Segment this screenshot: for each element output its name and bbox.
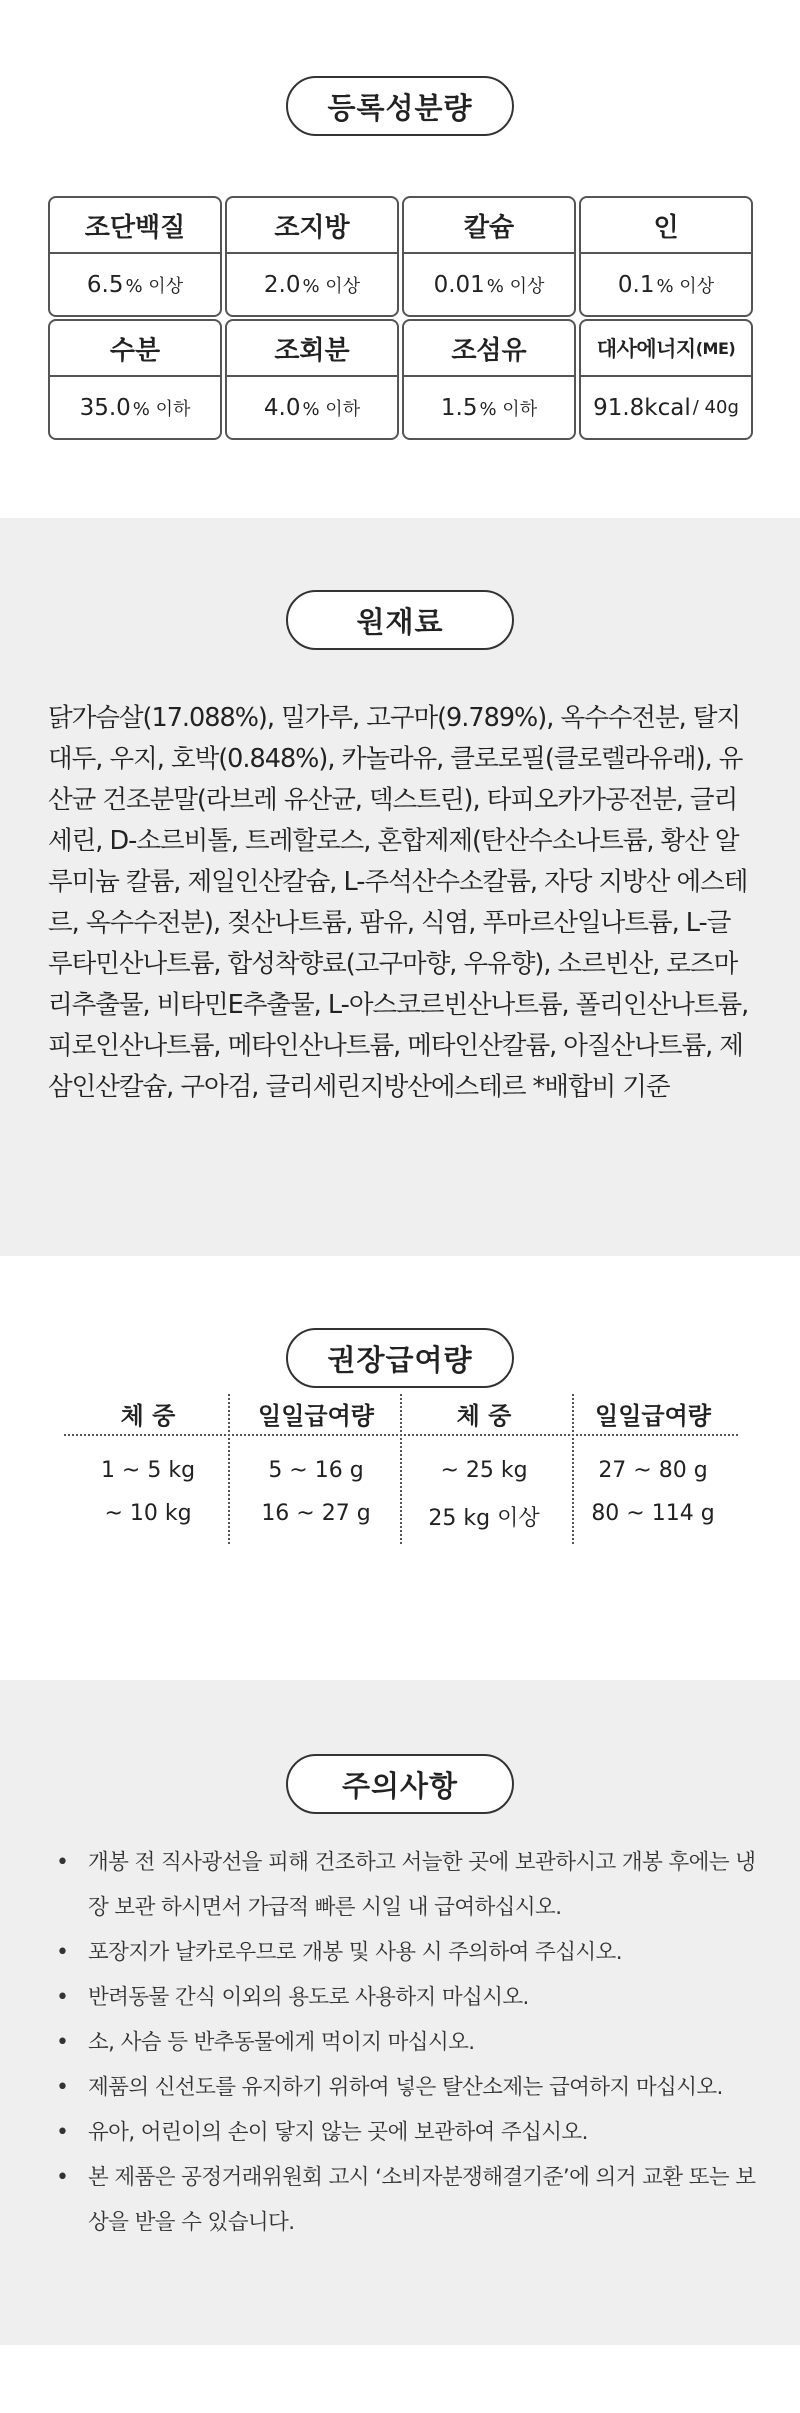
bullet-icon: •: [56, 2075, 69, 2100]
nutrient-cell-fat: [225, 196, 399, 317]
nutrient-cell-calcium: [402, 196, 576, 317]
list-item: • 소, 사슴 등 반추동물에게 먹이지 마십시오.: [50, 2020, 760, 2065]
nutrient-cell-energy: [579, 319, 753, 440]
nutrient-value: 0.1 % 이상: [617, 271, 715, 298]
list-item: • 유아, 어린이의 손이 닿지 않는 곳에 보관하여 주십시오.: [50, 2110, 760, 2155]
bullet-icon: •: [56, 1940, 69, 1965]
header-daily-amount: 일일급여량: [258, 1402, 374, 1430]
nutrient-value: 91.8kcal / 40g: [593, 394, 739, 421]
ingredients-title: 원재료: [286, 590, 514, 650]
nutrient-label: 조섬유: [404, 321, 574, 377]
header-daily-amount: 일일급여량: [595, 1402, 711, 1430]
nutrient-value: 6.5 % 이상: [86, 271, 184, 298]
weight-cell: ~ 25 kg: [440, 1458, 528, 1483]
list-item: • 반려동물 간식 이외의 용도로 사용하지 마십시오.: [50, 1975, 760, 2020]
header-weight: 체 중: [120, 1402, 176, 1430]
list-item: • 포장지가 날카로우므로 개봉 및 사용 시 주의하여 주십시오.: [50, 1930, 760, 1975]
footer-spacer: [0, 2345, 800, 2413]
nutrient-label: 조단백질: [50, 198, 220, 254]
nutrient-label: 조지방: [227, 198, 397, 254]
ingredients-section: [0, 518, 800, 1256]
feeding-section: [0, 1256, 800, 1680]
weight-cell: 25 kg 이상: [428, 1506, 540, 1531]
bullet-icon: •: [56, 2165, 69, 2190]
nutrient-value: 4.0 % 이하: [263, 394, 361, 421]
nutrient-cell-fiber: [402, 319, 576, 440]
nutrient-cell-protein: [48, 196, 222, 317]
list-item: • 본 제품은 공정거래위원회 고시 ‘소비자분쟁해결기준’에 의거 교환 또는 보상을 받을 수 있습니다.: [50, 2155, 760, 2245]
table-row: [64, 1501, 738, 1531]
weight-cell: ~ 10 kg: [104, 1501, 192, 1526]
nutrient-value: 35.0 % 이하: [79, 394, 191, 421]
amount-cell: 5 ~ 16 g: [268, 1458, 364, 1483]
nutrient-cell-phosphorus: [579, 196, 753, 317]
caution-title: 주의사항: [286, 1754, 514, 1814]
list-item: • 제품의 신선도를 유지하기 위하여 넣은 탈산소제는 급여하지 마십시오.: [50, 2065, 760, 2110]
bullet-icon: •: [56, 1850, 69, 1875]
amount-cell: 80 ~ 114 g: [591, 1501, 715, 1526]
amount-cell: 27 ~ 80 g: [598, 1458, 708, 1483]
table-row: [64, 1458, 738, 1488]
registration-section: [0, 0, 800, 518]
nutrient-value: 1.5 % 이하: [440, 394, 538, 421]
header-weight: 체 중: [456, 1402, 512, 1430]
amount-cell: 16 ~ 27 g: [261, 1501, 371, 1526]
registration-title: 등록성분량: [286, 76, 514, 136]
registration-table: [48, 196, 753, 442]
nutrient-label: 조회분: [227, 321, 397, 377]
nutrient-label: 대사에너지 (ME): [581, 321, 751, 377]
ingredients-text: 닭가슴살(17.088%), 밀가루, 고구마(9.789%), 옥수수전분, 탈지대두, 우지, 호박(0.848%), 카놀라유, 클로로필(클로렐라유래), 유산균 건조분말(라브레 유산균, 덱스트린), 타피오카가공전분, 글리세린, D-소르비톨, 트레할로스, 혼합제제(탄산수소나트륨, 황산 알루미늄 칼륨, 제일인산칼슘, L-주석산수소칼륨, 자당 지방산 에스테르, 옥수수전분), 젖산나트륨, 팜유, 식염, 푸마르산일나트륨, L-글루타민산나트륨, 합성착향료(고구마향, 우유향), 소르빈산, 로즈마리추출물, 비타민E추출물, L-아스코르빈산나트륨, 폴리인산나트륨, 피로인산나트륨, 메타인산나트륨, 메타인산칼륨, 아질산나트륨, 제삼인산칼슘, 구아검, 글리세린지방산에스테르 *배합비 기준: [48, 703, 749, 1102]
caution-list: [50, 1840, 760, 2245]
bullet-icon: •: [56, 2030, 69, 2055]
caution-section: [0, 1680, 800, 2345]
bullet-icon: •: [56, 2120, 69, 2145]
nutrient-value: 0.01 % 이상: [433, 271, 545, 298]
nutrient-value: 2.0 % 이상: [263, 271, 361, 298]
nutrient-label: 인: [581, 198, 751, 254]
nutrient-label: 칼슘: [404, 198, 574, 254]
list-item: • 개봉 전 직사광선을 피해 건조하고 서늘한 곳에 보관하시고 개봉 후에는 냉장 보관 하시면서 가급적 빠른 시일 내 급여하십시오.: [50, 1840, 760, 1930]
nutrient-cell-moisture: [48, 319, 222, 440]
nutrient-cell-ash: [225, 319, 399, 440]
feeding-title: 권장급여량: [286, 1328, 514, 1388]
weight-cell: 1 ~ 5 kg: [100, 1458, 196, 1483]
bullet-icon: •: [56, 1985, 69, 2010]
nutrient-label: 수분: [50, 321, 220, 377]
